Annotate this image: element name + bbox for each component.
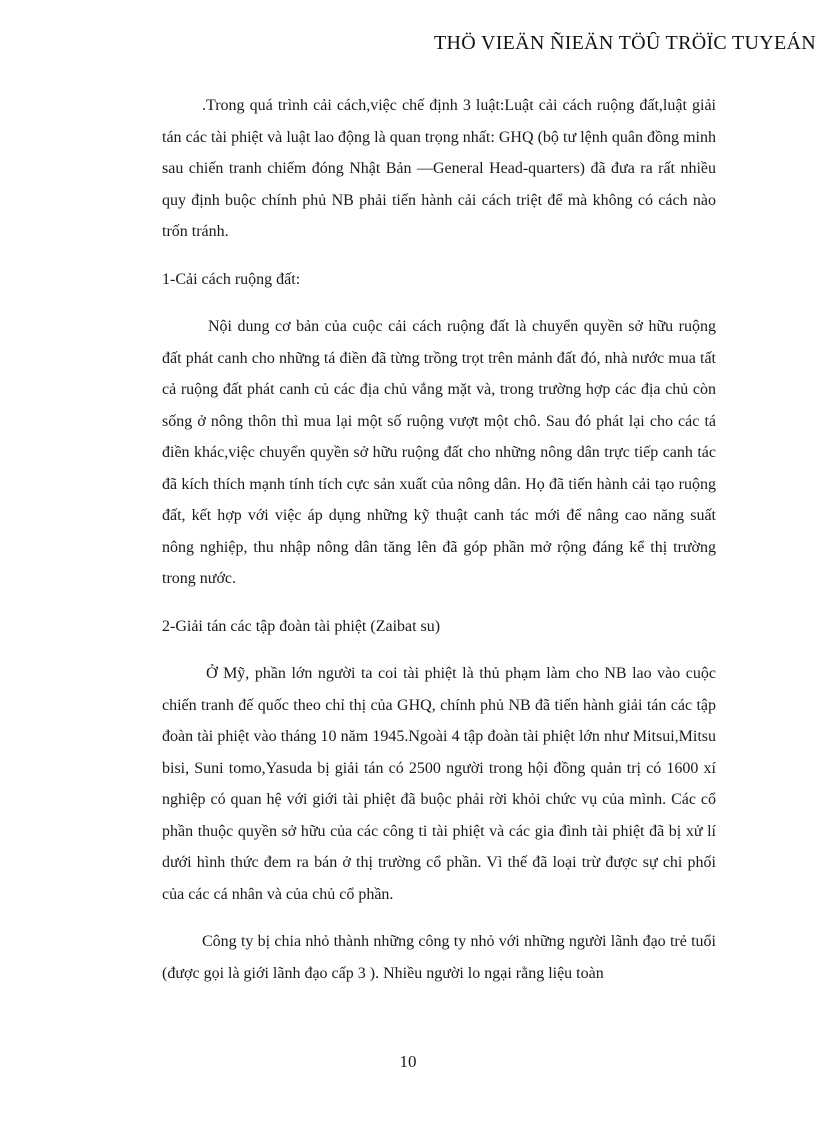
paragraph-zaibatsu: Ở Mỹ, phần lớn người ta coi tài phiệt là thủ phạm làm cho NB lao vào cuộc chiến tranh đế quốc theo chỉ thị của GHQ, chính phủ NB đã tiến hành giải tán các tập đoàn tài phiệt vào tháng 10 năm 1945.Ngoài 4 tập đoàn tài phiệt lớn như Mitsui,Mitsu bisi, Suni tomo,Yasuda bị giải tán có 2500 người trong hội đồng quản trị có 1600 xí nghiệp có quan hệ với giới tài phiệt đã buộc phải rời khỏi chức vụ của mình. Các cổ phần thuộc quyền sở hữu của các công ti tài phiệt và các gia đình tài phiệt đã bị xử lí dưới hình thức đem ra bán ở thị trường cổ phần. Vì thế đã loại trừ được sự chi phối của các cá nhân và của chủ cổ phần. — [162, 665, 716, 903]
document-body — [162, 90, 716, 989]
page-number: 10 — [399, 1052, 417, 1071]
paragraph-companies: Công ty bị chia nhỏ thành những công ty nhỏ với những người lãnh đạo trẻ tuổi (được gọi là giới lãnh đạo cấp 3 ). Nhiều người lo ngại rằng liệu toàn — [162, 933, 716, 982]
running-header: THÖ VIEÄN ÑIEÄN TÖÛ TRÖÏC TUYEÁN — [434, 32, 816, 54]
paragraph-intro: .Trong quá trình cải cách,việc chế định 3 luật:Luật cải cách ruộng đất,luật giải tán các tài phiệt và luật lao động là quan trọng nhất: GHQ (bộ tư lệnh quân đồng minh sau chiến tranh chiếm đóng Nhật Bản —General Head-quarters) đã đưa ra rất nhiều quy định buộc chính phủ NB phải tiến hành cải cách triệt để mà không có cách nào trốn tránh. — [162, 97, 716, 240]
paragraph-land-reform: Nội dung cơ bản của cuộc cải cách ruộng đất là chuyển quyền sở hữu ruộng đất phát canh cho những tá điền đã từng trồng trọt trên mảnh đất đó, nhà nước mua tất cả ruộng đất phát canh củ các địa chủ vắng mặt và, trong trường hợp các địa chủ còn sống ở nông thôn thì mua lại một số ruộng vượt một chô. Sau đó phát lại cho các tá điền khác,việc chuyển quyền sở hữu ruộng đất cho những nông dân trực tiếp canh tác đã kích thích mạnh tính tích cực sản xuất của nông dân. Họ đã tiến hành cải tạo ruộng đất, kết hợp với việc áp dụng những kỹ thuật canh tác mới để nâng cao năng suất nông nghiệp, thu nhập nông dân tăng lên đã góp phần mở rộng đáng kể thị trường trong nước. — [162, 318, 716, 587]
section-heading-zaibatsu: 2-Giải tán các tập đoàn tài phiệt (Zaibat su) — [162, 617, 441, 635]
section-heading-land-reform: 1-Cải cách ruộng đất: — [162, 270, 301, 288]
